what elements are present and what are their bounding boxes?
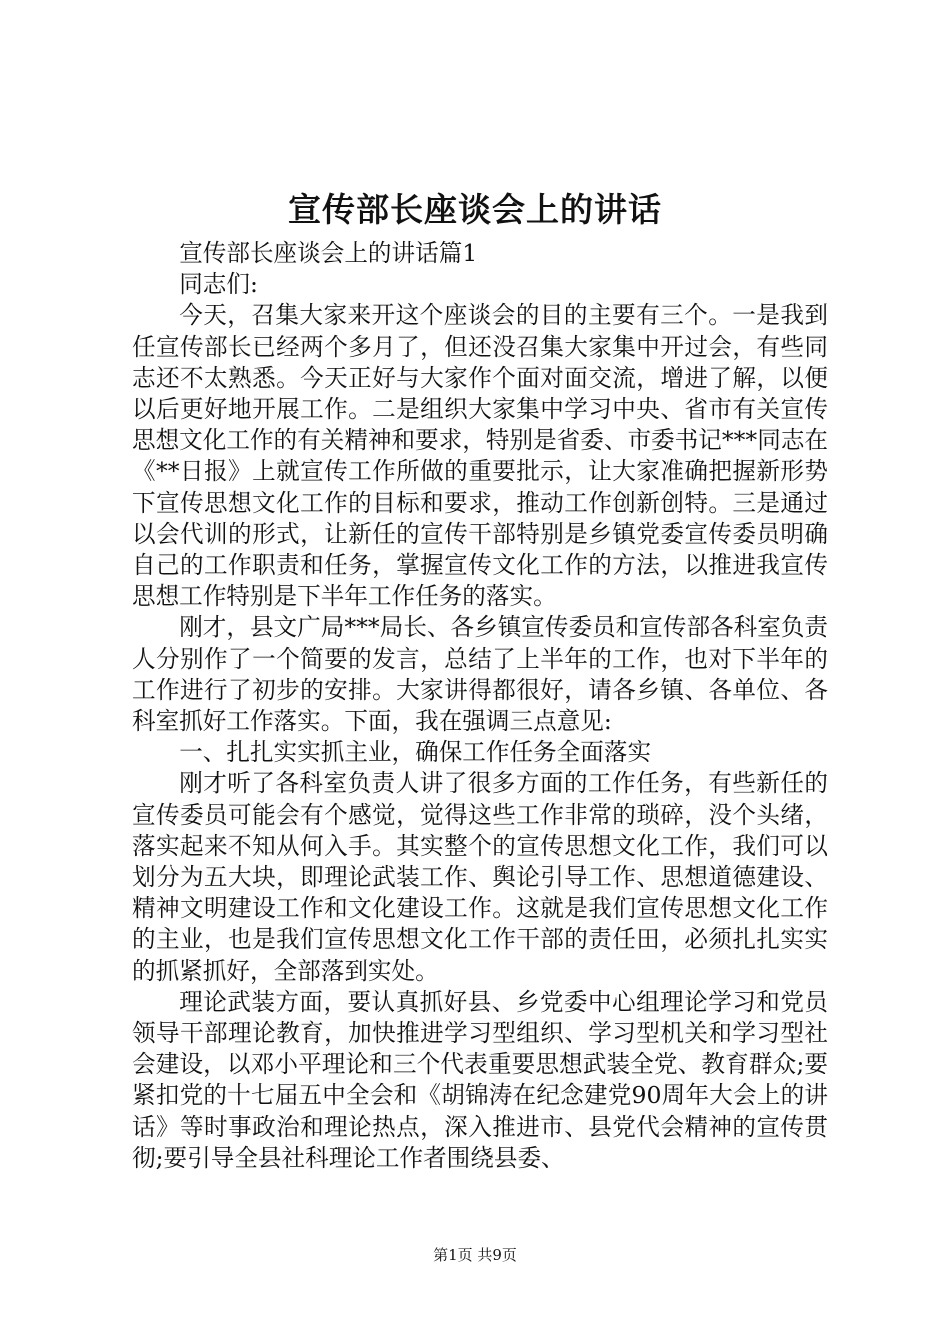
paragraph: 理论武装方面，要认真抓好县、乡党委中心组理论学习和党员领导干部理论教育，加快推进学习型组织、学习型机关和学习型社会建设，以邓小平理论和三个代表重要思想武装全党、教育群众;要紧扣党的十七届五中全会和《胡锦涛在纪念建党90周年大会上的讲话》等时事政治和理论热点，深入推进市、县党代会精神的宣传贯彻;要引导全县社科理论工作者围绕县委、 (132, 987, 828, 1172)
paragraph-heading: 宣传部长座谈会上的讲话篇1 (179, 239, 478, 267)
section-heading: 一、扎扎实实抓主业，确保工作任务全面落实 (179, 738, 652, 767)
paragraph: 刚才听了各科室负责人讲了很多方面的工作任务，有些新任的宣传委员可能会有个感觉，觉得这些工作非常的琐碎，没个头绪，落实起来不知从何入手。其实整个的宣传思想文化工作，我们可以划分为五大块，即理论武装工作、舆论引导工作、思想道德建设、精神文明建设工作和文化建设工作。这就是我们宣传思想文化工作的主业，也是我们宣传思想文化工作干部的责任田，必须扎扎实实的抓紧抓好，全部落到实处。 (132, 769, 828, 985)
document-body (132, 238, 828, 1174)
paragraph: 今天，召集大家来开这个座谈会的目的主要有三个。一是我到任宣传部长已经两个多月了，但还没召集大家集中开过会，有些同志还不太熟悉。今天正好与大家作个面对面交流，增进了解，以便以后更好地开展工作。二是组织大家集中学习中央、省市有关宣传思想文化工作的有关精神和要求，特别是省委、市委书记***同志在《**日报》上就宣传工作所做的重要批示，让大家准确把握新形势下宣传思想文化工作的目标和要求，推动工作创新创特。三是通过以会代训的形式，让新任的宣传干部特别是乡镇党委宣传委员明确自己的工作职责和任务，掌握宣传文化工作的方法，以推进我宣传思想工作特别是下半年工作任务的落实。 (132, 301, 829, 611)
paragraph: 刚才，县文广局***局长、各乡镇宣传委员和宣传部各科室负责人分别作了一个简要的发言，总结了上半年的工作，也对下半年的工作进行了初步的安排。大家讲得都很好，请各乡镇、各单位、各科室抓好工作落实。下面，我在强调三点意见: (132, 613, 829, 736)
paragraph-salutation: 同志们: (179, 270, 258, 299)
page-footer: 第1页 共9页 (433, 1246, 517, 1264)
document-title: 宣传部长座谈会上的讲话 (288, 190, 662, 229)
